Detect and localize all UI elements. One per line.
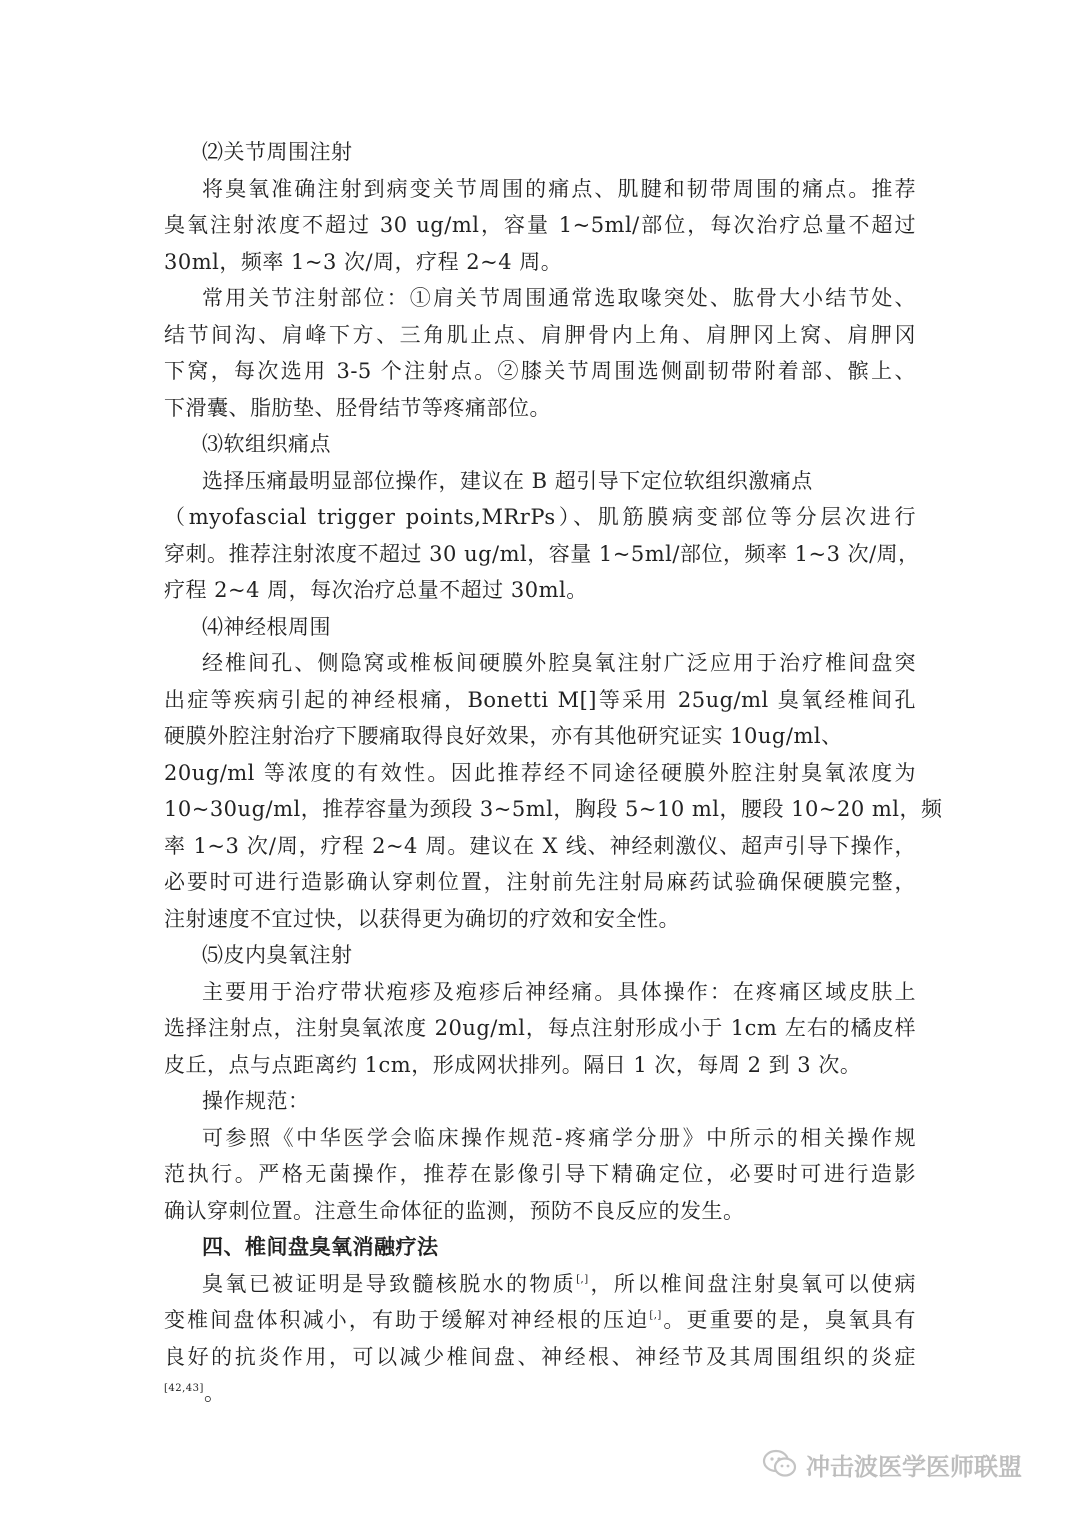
text-line <box>164 1302 916 1338</box>
section-heading: 四、椎间盘臭氧消融疗法 <box>202 1234 439 1259</box>
text-line: 常用关节注射部位：①肩关节周围通常选取喙突处、肱骨大小结节处、 <box>202 286 916 310</box>
text-line: 皮丘，点与点距离约 1cm，形成网状排列。隔日 1 次，每周 2 到 3 次。 <box>164 1052 862 1077</box>
text-line: 20ug/ml 等浓度的有效性。因此推荐经不同途径硬膜外腔注射臭氧浓度为 <box>164 760 916 785</box>
text-line: 范执行。严格无菌操作，推荐在影像引导下精确定位，必要时可进行造影 <box>164 1162 916 1186</box>
text-span: 良好的抗炎作用，可以减少椎间盘、神经根、神经节及其周围组织的炎症 <box>164 1344 916 1369</box>
text-span: ，所以椎间盘注射臭氧可以使病 <box>588 1271 916 1296</box>
citation-ref: [,] <box>576 1273 589 1285</box>
text-line: 可参照《中华医学会临床操作规范-疼痛学分册》中所示的相关操作规 <box>202 1125 916 1150</box>
text-line: 将臭氧准确注射到病变关节周围的痛点、肌腱和韧带周围的痛点。推荐 <box>202 176 916 201</box>
text-line: 主要用于治疗带状疱疹及疱疹后神经痛。具体操作：在疼痛区域皮肤上 <box>202 979 916 1004</box>
text-line: 率 1~3 次/周，疗程 2~4 周。建议在 X 线、神经刺激仪、超声引导下操作， <box>164 833 916 858</box>
text-line: 结节间沟、肩峰下方、三角肌止点、肩胛骨内上角、肩胛冈上窝、肩胛冈 <box>164 322 916 347</box>
citation-ref: [42,43] <box>164 1383 204 1394</box>
text-line: 穿刺。推荐注射浓度不超过 30 ug/ml，容量 1~5ml/部位，频率 1~3 次/周， <box>164 541 920 566</box>
text-line <box>164 1339 916 1375</box>
text-line: 确认穿刺位置。注意生命体征的监测，预防不良反应的发生。 <box>164 1198 745 1223</box>
text-line <box>164 1375 916 1411</box>
text-span: 。 <box>203 1381 226 1405</box>
text-line: 下滑囊、脂肪垫、胫骨结节等疼痛部位。 <box>164 395 551 420</box>
text-line: 30ml，频率 1~3 次/周，疗程 2~4 周。 <box>164 249 563 274</box>
watermark-text: 冲击波医学医师联盟 <box>806 1452 1022 1481</box>
text-line: 经椎间孔、侧隐窝或椎板间硬膜外腔臭氧注射广泛应用于治疗椎间盘突 <box>202 651 916 675</box>
text-line: 选择注射点，注射臭氧浓度 20ug/ml，每点注射形成小于 1cm 左右的橘皮样 <box>164 1016 916 1040</box>
text-line: ⑶软组织痛点 <box>202 432 331 456</box>
text-line: 臭氧注射浓度不超过 30 ug/ml，容量 1~5ml/部位，每次治疗总量不超过 <box>164 213 916 237</box>
text-line: （myofascial trigger points,MRrPs）、肌筋膜病变部位等分层次进行 <box>164 505 916 529</box>
text-line: 注射速度不宜过快，以获得更为确切的疗效和安全性。 <box>164 906 680 931</box>
text-line: 选择压痛最明显部位操作，建议在 B 超引导下定位软组织激痛点 <box>202 468 813 493</box>
text-line: ⑷神经根周围 <box>202 614 331 639</box>
text-line: 出症等疾病引起的神经根痛，Bonetti M[]等采用 25ug/ml 臭氧经椎间孔 <box>164 687 916 712</box>
text-line: 疗程 2~4 周，每次治疗总量不超过 30ml。 <box>164 578 588 602</box>
text-span: 臭氧已被证明是导致髓核脱水的物质 <box>202 1271 577 1296</box>
text-line: ⑵关节周围注射 <box>202 140 353 164</box>
wechat-icon <box>762 1449 798 1479</box>
text-line: 必要时可进行造影确认穿刺位置，注射前先注射局麻药试验确保硬膜完整， <box>164 870 916 894</box>
text-line: 下窝，每次选用 3-5 个注射点。②膝关节周围选侧副韧带附着部、髌上、 <box>164 359 916 383</box>
watermark <box>762 1444 1022 1484</box>
text-line <box>164 1266 916 1302</box>
text-span: 。更重要的是，臭氧具有 <box>661 1308 917 1332</box>
text-line: 10~30ug/ml，推荐容量为颈段 3~5ml，胸段 5~10 ml，腰段 10~20 ml，频 <box>164 797 943 821</box>
text-line: 硬膜外腔注射治疗下腰痛取得良好效果，亦有其他研究证实 10ug/ml、 <box>164 724 843 748</box>
text-line: ⑸皮内臭氧注射 <box>202 943 353 967</box>
citation-ref: [,] <box>649 1310 662 1321</box>
text-span: 变椎间盘体积减小，有助于缓解对神经根的压迫 <box>164 1308 650 1332</box>
text-line: 操作规范： <box>202 1089 310 1113</box>
